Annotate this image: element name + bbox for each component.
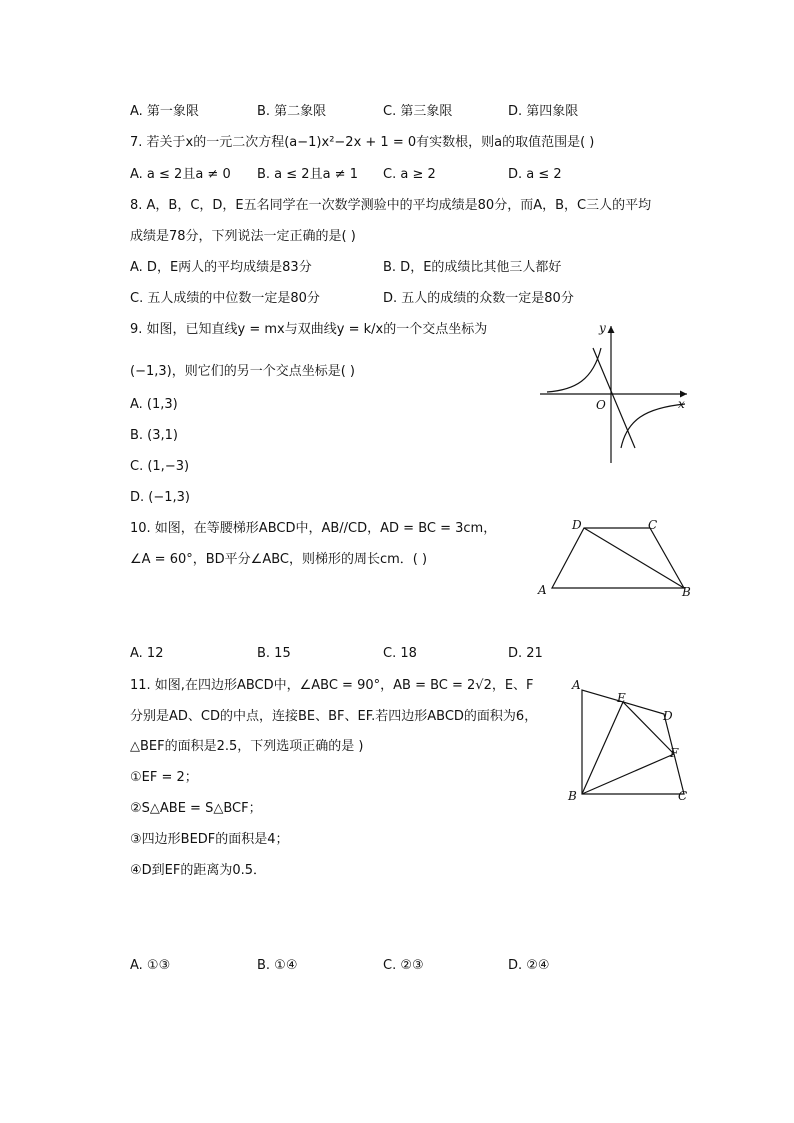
q8-option-a[interactable]: A. D，E两人的平均成绩是83分 [130,260,312,275]
q9-stem-line1: 9. 如图，已知直线y = mx与双曲线y = k/x的一个交点坐标为 [130,322,488,337]
q11-quadrilateral [582,690,684,794]
q11-label-b: B [568,789,577,803]
q10-option-b[interactable]: B. 15 [257,646,291,661]
q7-option-c[interactable]: C. a ≥ 2 [383,167,436,182]
q10-stem-line2: ∠A = 60°，BD平分∠ABC，则梯形的周长cm．( ) [130,552,428,567]
q7-option-d[interactable]: D. a ≤ 2 [508,167,562,182]
q8-option-b[interactable]: B. D，E的成绩比其他三人都好 [383,260,562,275]
q11-stem-line1: 11. 如图,在四边形ABCD中，∠ABC = 90°，AB = BC = 2√2，E、F [130,678,534,693]
q11-label-d: D [663,709,673,723]
q8-stem-line1: 8. A，B，C，D，E五名同学在一次数学测验中的平均成绩是80分，而A，B，C三人的平均 [130,198,652,213]
q11-segment-bf [582,754,674,794]
q10-label-d: D [572,518,582,532]
q10-label-a: A [538,583,547,597]
q9-stem-line2: (−1,3)，则它们的另一个交点坐标是( ) [130,364,355,379]
q10-diagonal-bd [584,528,684,588]
q9-hyperbola-branch-right [621,404,685,448]
q10-option-c[interactable]: C. 18 [383,646,417,661]
q11-statement-1: ①EF = 2； [130,770,198,785]
q7-stem: 7. 若关于x的一元二次方程(a−1)x²−2x + 1 = 0有实数根，则a的取值范围是( ) [130,135,595,150]
q10-option-a[interactable]: A. 12 [130,646,164,661]
q9-option-c[interactable]: C. (1,−3) [130,459,190,474]
q11-option-b[interactable]: B. ①④ [257,958,298,973]
q11-label-a: A [572,678,581,692]
q9-figure [535,318,695,468]
q6-option-b[interactable]: B. 第二象限 [257,104,327,119]
q11-stem-line3: △BEF的面积是2.5，下列选项正确的是 ) [130,739,364,754]
q9-y-label: y [599,321,606,335]
q6-option-a[interactable]: A. 第一象限 [130,104,199,119]
q7-option-b[interactable]: B. a ≤ 2且a ≠ 1 [257,167,358,182]
q9-option-d[interactable]: D. (−1,3) [130,490,190,505]
q10-label-b: B [682,585,691,599]
q11-option-c[interactable]: C. ②③ [383,958,424,973]
q11-statement-3: ③四边形BEDF的面积是4； [130,832,289,847]
q6-option-d[interactable]: D. 第四象限 [508,104,579,119]
q11-statement-2: ②S△ABE = S△BCF； [130,801,262,816]
q8-option-c[interactable]: C. 五人成绩的中位数一定是80分 [130,291,320,306]
q7-option-a[interactable]: A. a ≤ 2且a ≠ 0 [130,167,231,182]
q11-figure [562,676,702,806]
q11-label-f: F [670,746,679,760]
q11-label-c: C [678,789,688,803]
q10-option-d[interactable]: D. 21 [508,646,543,661]
q11-option-d[interactable]: D. ②④ [508,958,550,973]
q10-figure [532,514,702,599]
q11-option-a[interactable]: A. ①③ [130,958,171,973]
q11-segment-be [582,702,623,794]
q8-option-d[interactable]: D. 五人的成绩的众数一定是80分 [383,291,574,306]
q11-stem-line2: 分别是AD、CD的中点，连接BE、BF、EF.若四边形ABCD的面积为6， [130,709,538,724]
q11-statement-4: ④D到EF的距离为0.5． [130,863,267,878]
q9-option-b[interactable]: B. (3,1) [130,428,179,443]
q9-x-label: x [678,397,685,411]
q9-hyperbola-branch-left [547,348,601,392]
q8-stem-line2: 成绩是78分，下列说法一定正确的是( ) [130,229,356,244]
q6-option-c[interactable]: C. 第三象限 [383,104,453,119]
q11-label-e: E [617,691,626,705]
q10-stem-line1: 10. 如图，在等腰梯形ABCD中，AB//CD，AD = BC = 3cm， [130,521,497,536]
q9-origin-label: O [596,398,606,412]
q9-option-a[interactable]: A. (1,3) [130,397,178,412]
q10-trapezoid [552,528,684,588]
q10-label-c: C [648,518,658,532]
